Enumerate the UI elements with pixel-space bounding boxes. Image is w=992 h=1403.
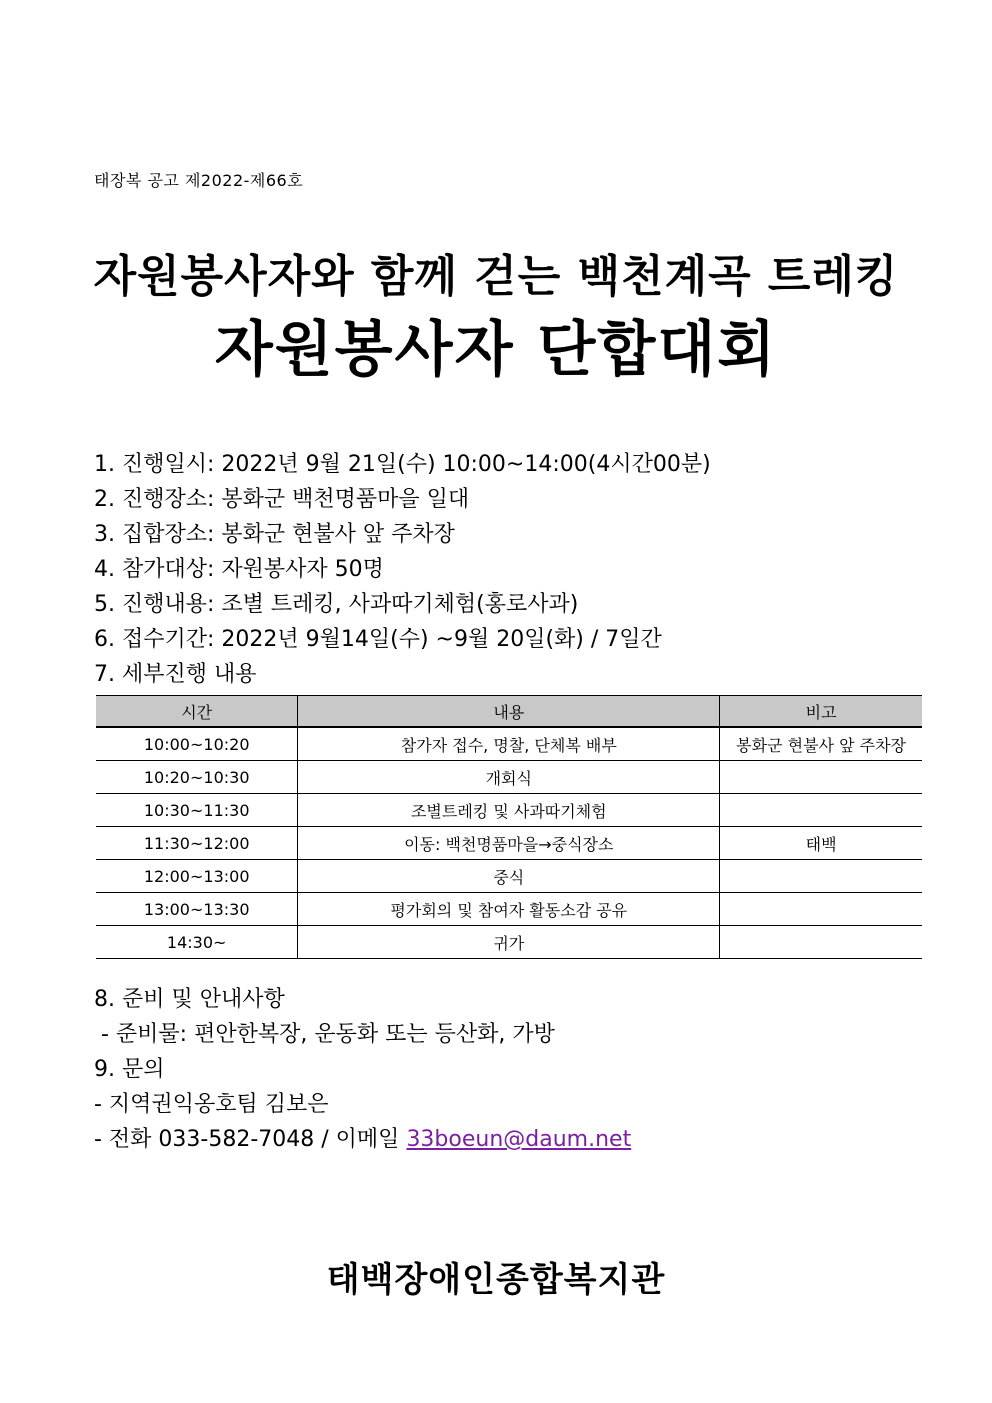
item-contact-line: [94, 1122, 631, 1153]
item-content: 5. 진행내용: 조별 트레킹, 사과따기체험(홍로사과): [94, 592, 579, 617]
table-cell-time: 13:00~13:30: [96, 893, 298, 926]
table-cell-content: 귀가: [298, 926, 720, 959]
table-cell-note: 태백: [720, 827, 922, 860]
page-title-line1: 자원봉사자와 함께 걷는 백천계곡 트레킹: [93, 251, 899, 302]
table-cell-note: [720, 926, 922, 959]
table-cell-content: 개회식: [298, 761, 720, 794]
table-cell-time: 11:30~12:00: [96, 827, 298, 860]
notice-number: 태장복 공고 제2022-제66호: [94, 171, 304, 190]
table-cell-content: 중식: [298, 860, 720, 893]
item-venue: 2. 진행장소: 봉화군 백천명품마을 일대: [94, 487, 470, 512]
table-header-note: 비고: [720, 696, 922, 728]
item-contact-heading: 9. 문의: [94, 1057, 165, 1082]
table-row: [96, 926, 922, 959]
item-schedule-heading: 7. 세부진행 내용: [94, 662, 257, 687]
item-contact-person: - 지역권익옹호팀 김보은: [94, 1092, 329, 1117]
item-preparation-list: - 준비물: 편안한복장, 운동화 또는 등산화, 가방: [94, 1022, 555, 1047]
item-participants: 4. 참가대상: 자원봉사자 50명: [94, 557, 384, 582]
item-date: 1. 진행일시: 2022년 9월 21일(수) 10:00~14:00(4시간00분): [94, 452, 711, 477]
table-cell-content: 참가자 접수, 명찰, 단체복 배부: [298, 727, 720, 761]
table-cell-time: 10:00~10:20: [96, 727, 298, 761]
table-cell-content: 평가회의 및 참여자 활동소감 공유: [298, 893, 720, 926]
contact-phone-text: - 전화 033-582-7048 / 이메일: [94, 1127, 407, 1152]
page-title-line2: 자원봉사자 단합대회: [214, 315, 778, 385]
schedule-table: [96, 695, 922, 959]
item-registration-period: 6. 접수기간: 2022년 9월14일(수) ~9월 20일(화) / 7일간: [94, 627, 662, 652]
footer-organization: 태백장애인종합복지관: [326, 1260, 666, 1300]
table-header-time: 시간: [96, 696, 298, 728]
table-cell-time: 12:00~13:00: [96, 860, 298, 893]
contact-email-link[interactable]: 33boeun@daum.net: [406, 1127, 632, 1152]
table-row: [96, 893, 922, 926]
table-header-content: 내용: [298, 696, 720, 728]
table-cell-time: 14:30~: [96, 926, 298, 959]
item-preparation-heading: 8. 준비 및 안내사항: [94, 987, 285, 1012]
item-meeting-place: 3. 집합장소: 봉화군 현불사 앞 주차장: [94, 522, 455, 547]
table-cell-note: [720, 794, 922, 827]
table-cell-time: 10:20~10:30: [96, 761, 298, 794]
table-cell-content: 이동: 백천명품마을→중식장소: [298, 827, 720, 860]
table-header-row: [96, 696, 922, 728]
table-cell-note: [720, 761, 922, 794]
table-row: [96, 761, 922, 794]
table-cell-content: 조별트레킹 및 사과따기체험: [298, 794, 720, 827]
table-row: [96, 794, 922, 827]
table-cell-note: [720, 860, 922, 893]
table-cell-note: 봉화군 현불사 앞 주차장: [720, 727, 922, 761]
table-row: [96, 827, 922, 860]
table-row: [96, 860, 922, 893]
table-cell-note: [720, 893, 922, 926]
table-row: [96, 727, 922, 761]
table-cell-time: 10:30~11:30: [96, 794, 298, 827]
